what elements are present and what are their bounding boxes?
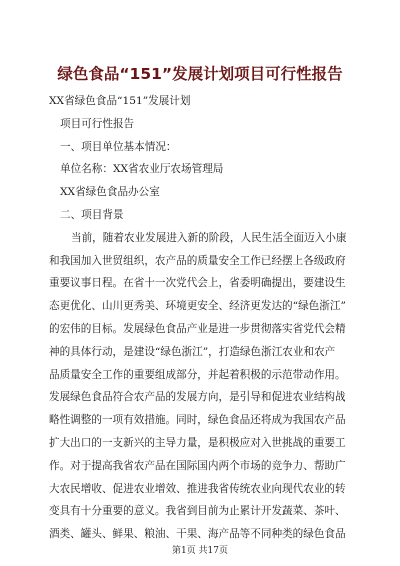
paragraph-line: 的宏伟的目标。发展绿色食品产业是进一步贯彻落实省党代会精 bbox=[49, 322, 346, 335]
unit-name-line: 单位名称：XX省农业厅农场管理局 bbox=[60, 163, 224, 176]
section-heading-1: 一、项目单位基本情况： bbox=[60, 140, 177, 153]
subtitle-line-1: XX省绿色食品“151”发展计划 bbox=[49, 95, 191, 107]
paragraph-line: 略性调整的一项有效措施。同时，绿色食品还将成为我国农产品 bbox=[49, 414, 346, 427]
paragraph-line: 和我国加入世贸组织，农产品的质量安全工作已经摆上各级政府 bbox=[49, 254, 346, 267]
paragraph-line: 发展绿色食品符合农产品的发展方向，是引导和促进农业结构战 bbox=[49, 391, 346, 404]
unit-office-line: XX省绿色食品办公室 bbox=[60, 186, 160, 199]
page-number: 第1页 共17页 bbox=[171, 546, 229, 556]
paragraph-line: 变具有十分重要的意义。我省到目前为止累计开发蔬菜、茶叶、 bbox=[49, 505, 346, 518]
paragraph-line: 作。对于提高我省农产品在国际国内两个市场的竞争力、帮助广 bbox=[49, 459, 346, 472]
paragraph-line: 态更优化、山川更秀美、环境更安全、经济更发达的“绿色浙江” bbox=[49, 300, 346, 313]
paragraph-line: 重要议事日程。在省十一次党代会上，省委明确提出，要建设生 bbox=[49, 277, 346, 290]
paragraph-line: 扩大出口的一支新兴的主导力量，是积极应对入世挑战的重要工 bbox=[49, 436, 346, 449]
paragraph-line: 大农民增收、促进农业增效、推进我省传统农业向现代农业的转 bbox=[49, 482, 346, 495]
paragraph-line: 神的具体行动，是建设“绿色浙江”，打造绿色浙江农业和农产 bbox=[49, 345, 336, 358]
paragraph-line: 当前，随着农业发展进入新的阶段，人民生活全面迈入小康 bbox=[71, 231, 347, 244]
paragraph-line: 酒类、罐头、鲜果、粮油、干果、海产品等不同种类的绿色食品 bbox=[49, 528, 346, 541]
section-heading-2: 二、项目背景 bbox=[60, 208, 124, 221]
document-body bbox=[49, 90, 361, 546]
subtitle-line-2: 项目可行性报告 bbox=[60, 117, 135, 130]
document-title: 绿色食品“151”发展计划项目可行性报告 bbox=[57, 65, 343, 83]
background-paragraph bbox=[49, 227, 361, 546]
paragraph-line: 品质量安全工作的重要组成部分，并起着积极的示范带动作用。 bbox=[49, 368, 346, 381]
